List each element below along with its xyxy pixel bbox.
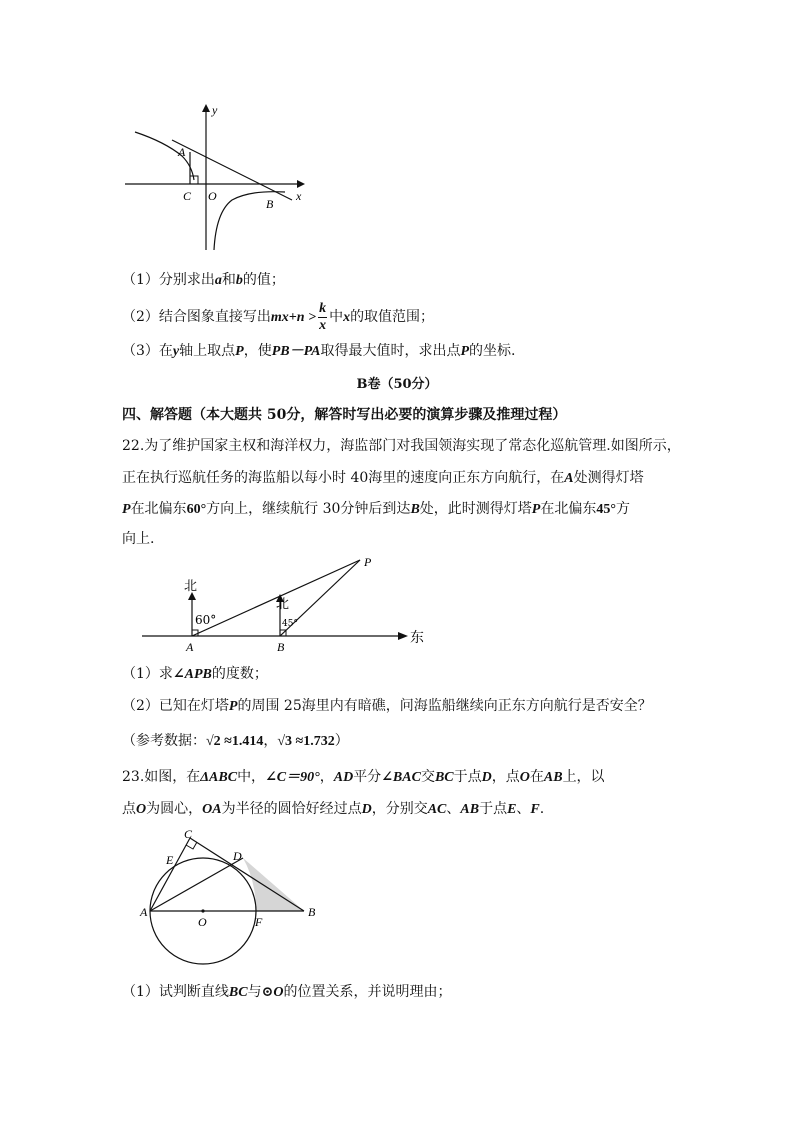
q21-p2-expr: mx+n > bbox=[270, 310, 317, 325]
q22-line3-c: 处，此时测得灯塔 bbox=[419, 501, 532, 517]
point-f: F bbox=[530, 802, 540, 817]
label-north-2: 北 bbox=[276, 597, 290, 612]
var-y: y bbox=[172, 344, 180, 359]
var-b: b bbox=[235, 273, 243, 288]
label-o: O bbox=[198, 915, 207, 929]
var-a: a bbox=[214, 273, 222, 288]
label-x: x bbox=[296, 189, 302, 203]
triangle-abc: ΔABC bbox=[200, 770, 238, 785]
segment-cb bbox=[190, 838, 304, 911]
q21-p3-mid2: ，使 bbox=[243, 343, 272, 359]
figure-hyperbola-line bbox=[120, 100, 310, 255]
figure-circle-triangle bbox=[138, 826, 328, 976]
point-d: D bbox=[481, 770, 492, 785]
section-four-heading: 四、解答题（本大题共 50分，解答时写出必要的演算步骤及推理过程） bbox=[122, 407, 567, 423]
q21-part2 bbox=[122, 300, 434, 335]
label-60: 60° bbox=[195, 613, 217, 627]
ref-prefix: （参考数据： bbox=[122, 733, 206, 749]
segment-ac: AC bbox=[427, 802, 447, 817]
q21-p1-mid: 和 bbox=[221, 272, 236, 288]
point-p: P bbox=[235, 344, 244, 359]
q22-line3-d: 在北偏东 bbox=[540, 501, 597, 517]
q23-l1-b: 中， bbox=[237, 769, 266, 785]
q23-l1-h: 在 bbox=[529, 769, 544, 785]
point-a: A bbox=[564, 471, 574, 486]
q23-l1-e: 交 bbox=[420, 769, 435, 785]
point-p-2: P bbox=[460, 344, 470, 359]
q21-p3-mid3: 取得最大值时，求出点 bbox=[320, 343, 461, 359]
ref-sqrt3: √3 ≈1.732 bbox=[277, 734, 335, 749]
q21-p3-mid1: 轴上取点 bbox=[179, 343, 236, 359]
label-45: 45° bbox=[282, 619, 298, 629]
point-e: E bbox=[507, 802, 517, 817]
q23-l2-a: 点 bbox=[122, 801, 136, 817]
q21-p2-suffix: 的取值范围； bbox=[350, 309, 435, 325]
label-a: A bbox=[186, 640, 194, 654]
q21-part1 bbox=[122, 270, 285, 291]
q23-p1-c: 的位置关系，并说明理由； bbox=[283, 984, 452, 1000]
q23-line2 bbox=[122, 799, 544, 820]
q22-line3-e: 方 bbox=[615, 501, 630, 517]
q21-p2-prefix: （2）结合图象直接写出 bbox=[122, 309, 271, 325]
q23-l1-g: ，点 bbox=[491, 769, 520, 785]
q21-p3-expr: PB－PA bbox=[271, 344, 321, 359]
label-b: B bbox=[308, 905, 316, 919]
q22-line4: 向上. bbox=[122, 531, 155, 547]
label-c: C bbox=[183, 189, 192, 203]
q22-line1: 22.为了维护国家主权和海洋权力，海监部门对我国领海实现了常态化巡航管理.如图所示， bbox=[122, 438, 681, 454]
ref-sep: ， bbox=[263, 733, 278, 749]
east-arrow bbox=[398, 632, 408, 640]
q22-line2 bbox=[122, 468, 644, 489]
segment-ad: AD bbox=[333, 770, 354, 785]
q23-l2-e: 、 bbox=[446, 801, 461, 817]
q22-p2-b: 的周围 25海里内有暗礁，问海监船继续向正东方向航行是否安全？ bbox=[237, 698, 652, 714]
label-f: F bbox=[255, 915, 263, 929]
q21-p2-mid: 中 bbox=[329, 309, 344, 325]
q22-p1-prefix: （1）求 bbox=[122, 666, 173, 682]
q23-l2-f: 于点 bbox=[479, 801, 508, 817]
label-north-1: 北 bbox=[184, 579, 198, 594]
q23-line1 bbox=[122, 767, 605, 788]
q21-p3-prefix: （3）在 bbox=[122, 343, 173, 359]
point-o: O bbox=[136, 802, 147, 817]
q23-l2-c: 为半径的圆恰好经过点 bbox=[221, 801, 362, 817]
q23-p1-a: （1）试判断直线 bbox=[122, 984, 229, 1000]
y-axis-arrow bbox=[202, 104, 210, 112]
q22-p2-a: （2）已知在灯塔 bbox=[122, 698, 229, 714]
segment-oa: OA bbox=[202, 802, 222, 817]
label-e: E bbox=[166, 853, 174, 867]
q23-l1-d: 平分 bbox=[353, 769, 382, 785]
angle-bac: ∠BAC bbox=[381, 770, 421, 785]
q22-part2 bbox=[122, 696, 652, 717]
x-axis-arrow bbox=[297, 180, 305, 188]
label-o: O bbox=[208, 189, 217, 203]
q22-p1-suffix: 的度数； bbox=[211, 666, 268, 682]
hyperbola-branch-right bbox=[214, 192, 285, 250]
label-a: A bbox=[140, 905, 148, 919]
q23-l1-a: 23.如图，在 bbox=[122, 769, 201, 785]
angle-c: ∠C＝90° bbox=[265, 770, 320, 785]
angle-60: 60° bbox=[186, 502, 207, 517]
point-p: P bbox=[122, 502, 131, 517]
q22-line2-a: 正在执行巡航任务的海监船以每小时 40海里的速度向正东方向航行，在 bbox=[122, 470, 565, 486]
angle-45: 45° bbox=[596, 502, 616, 517]
label-d: D bbox=[233, 849, 242, 863]
ref-sqrt2: √2 ≈1.414 bbox=[206, 734, 264, 749]
q22-reference bbox=[122, 731, 349, 752]
q21-part3 bbox=[122, 341, 515, 362]
segment-bc: BC bbox=[228, 985, 248, 1000]
point-b: B bbox=[410, 502, 420, 517]
label-b: B bbox=[266, 197, 274, 211]
fraction-numerator: k bbox=[319, 300, 327, 316]
q23-l1-i: 上，以 bbox=[562, 769, 605, 785]
circle-o-symbol: ⊙O bbox=[261, 985, 284, 1000]
point-d: D bbox=[361, 802, 372, 817]
point-p-2: P bbox=[531, 502, 541, 517]
q23-l2-h: . bbox=[539, 801, 545, 817]
q23-part1 bbox=[122, 982, 451, 1003]
q21-p1-suffix: 的值； bbox=[242, 272, 285, 288]
q23-l2-g: 、 bbox=[516, 801, 531, 817]
label-east: 东 bbox=[410, 630, 424, 646]
q23-p1-b: 与 bbox=[247, 984, 262, 1000]
point-o: O bbox=[519, 770, 530, 785]
label-p: P bbox=[364, 555, 372, 569]
q22-line3 bbox=[122, 499, 630, 520]
q21-p3-suffix: 的坐标. bbox=[469, 343, 516, 359]
q21-p1-prefix: （1）分别求出 bbox=[122, 272, 215, 288]
q22-line3-a: 在北偏东 bbox=[130, 501, 187, 517]
label-c: C bbox=[184, 827, 193, 841]
segment-ab: AB bbox=[543, 770, 563, 785]
q22-line2-b: 处测得灯塔 bbox=[573, 470, 644, 486]
label-a: A bbox=[178, 145, 186, 159]
ref-suffix: ） bbox=[334, 733, 349, 749]
segment-bc: BC bbox=[434, 770, 454, 785]
label-y: y bbox=[212, 103, 218, 117]
angle-apb: ∠APB bbox=[172, 667, 212, 682]
shaded-region bbox=[243, 858, 304, 911]
q23-l1-f: 于点 bbox=[453, 769, 482, 785]
point-p: P bbox=[228, 699, 238, 714]
q22-line3-b: 方向上，继续航行 30分钟后到达 bbox=[206, 501, 411, 517]
segment-ab: AB bbox=[460, 802, 480, 817]
q23-l2-b: 为圆心， bbox=[146, 801, 203, 817]
fraction-denominator: x bbox=[319, 317, 327, 333]
q22-part1 bbox=[122, 664, 268, 685]
var-x: x bbox=[343, 310, 351, 325]
q23-l1-c: ， bbox=[319, 769, 334, 785]
label-b: B bbox=[277, 640, 285, 654]
figure-navigation bbox=[140, 552, 440, 657]
q23-l2-d: ，分别交 bbox=[371, 801, 428, 817]
center-dot bbox=[201, 909, 204, 912]
section-b-heading: B卷（50分） bbox=[356, 377, 438, 392]
fraction-k-over-x bbox=[318, 301, 327, 334]
